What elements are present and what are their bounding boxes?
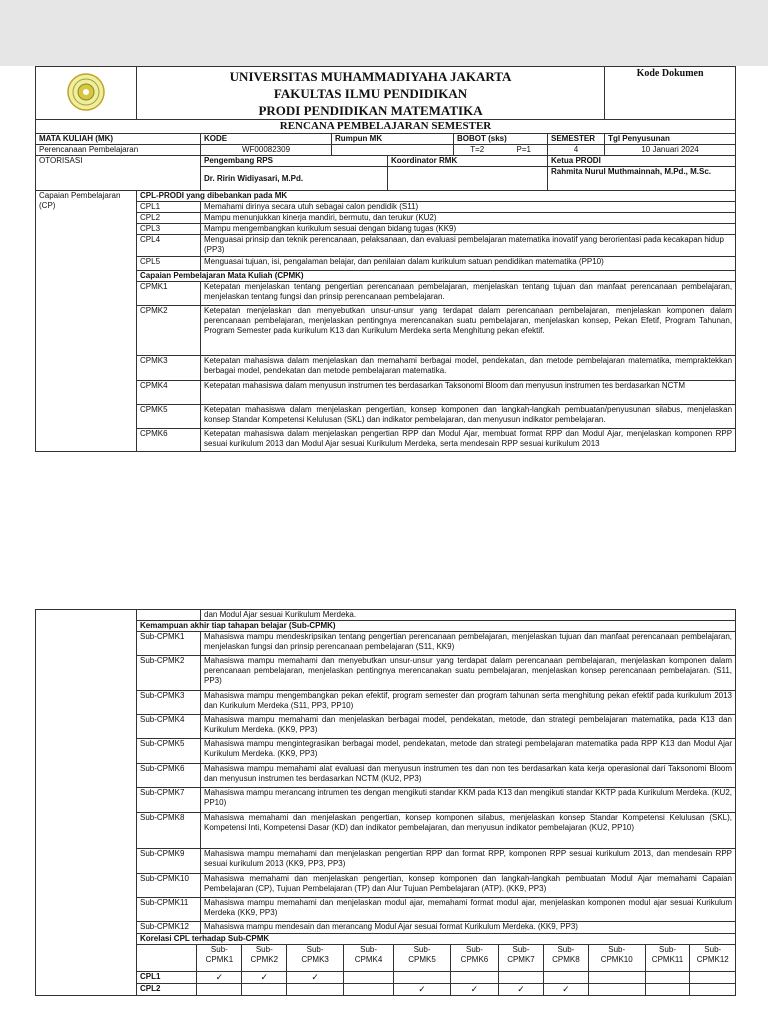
cp-label: Capaian Pembelajaran (CP) (36, 191, 137, 452)
matrix-cell (645, 983, 690, 995)
head-label: Ketua PRODI (548, 156, 736, 167)
coordinator-label: Koordinator RMK (388, 156, 548, 167)
matrix-cell (645, 971, 690, 983)
mk-label: MATA KULIAH (MK) (36, 134, 201, 145)
matrix-col-header (499, 945, 544, 971)
rumpun-label: Rumpun MK (332, 134, 454, 145)
cpl-header: CPL-PRODI yang dibebankan pada MK (137, 191, 736, 202)
sub-cpmk-text: Mahasiswa mampu memahami dan menjelaskan pengertian RPP dan format RPP, komponen RPP sesuai kurikulum 2013, dan mendesain RPP sesuai kurikulum 2013 (KK9, PP3, PP3) (201, 849, 736, 874)
matrix-col-header (588, 945, 645, 971)
sub-cpmk-code: Sub-CPMK12 (137, 922, 201, 934)
check-mark: ✓ (450, 983, 498, 995)
matrix-col-prefix: Sub- (608, 945, 626, 954)
matrix-col-label: CPMK1 (205, 955, 234, 964)
matrix-col-header (197, 945, 242, 971)
cpmk-text: Ketepatan menjelaskan dan menyebutkan unsur-unsur yang terdapat dalam perencanaan pembelajaran, menjelaskan komponen dalam perencanaan pembelajaran, menjelaskan pentingnya merencanakan suatu pembelajaran, menjelaskan konsep, Pekan Efetif, Program Tahunan, Program Semester pada kurikulum K13 dan Kurikulum Merdeka serta Menghitung pekan efektif. (201, 306, 736, 356)
program-name: PRODI PENDIDIKAN MATEMATIKA (258, 103, 483, 118)
matrix-col-prefix: Sub- (704, 945, 722, 954)
cpmk-code: CPMK2 (137, 306, 201, 356)
cpl-text: Mampu menunjukkan kinerja mandiri, bermutu, dan terukur (KU2) (201, 213, 736, 224)
matrix-col-label: CPMK7 (507, 955, 535, 964)
faculty-name: FAKULTAS ILMU PENDIDIKAN (273, 86, 468, 101)
matrix-col-header (690, 945, 735, 971)
sub-cpmk-text: Mahasiswa mampu merancang intrumen tes dengan mengikuti standar KKM pada K13 dan mengikuti standar KKTP pada Kurikulum Merdeka. (KU2, PP10) (201, 788, 736, 813)
matrix-col-header (343, 945, 393, 971)
check-mark: ✓ (543, 983, 588, 995)
matrix-cell (499, 971, 544, 983)
course-code: WF00082309 (201, 145, 332, 156)
continuation-text: dan Modul Ajar sesuai Kurikulum Merdeka. (201, 610, 736, 621)
cpmk-header: Capaian Pembelajaran Mata Kuliah (CPMK) (137, 271, 736, 282)
matrix-row-label: CPL2 (137, 983, 197, 995)
sub-cpmk-code: Sub-CPMK10 (137, 874, 201, 898)
matrix-col-header (450, 945, 498, 971)
logo-cell (36, 67, 137, 120)
sub-cpmk-code: Sub-CPMK7 (137, 788, 201, 813)
sub-cpmk-text: Mahasiswa memahami dan menjelaskan pengertian, konsep komponen dan langkah-langkah pembuatan Modul Ajar memahami Capaian Pembelajaran (CP), Tujuan Pembelajaran (TP) dan Alur Tujuan Pembelajaran (ATP). (KK9, PP3) (201, 874, 736, 898)
matrix-col-label: CPMK12 (696, 955, 729, 964)
university-logo (66, 72, 106, 112)
check-mark: ✓ (394, 983, 451, 995)
cpl-code: CPL1 (137, 202, 201, 213)
cpl-text: Memahami dirinya secara utuh sebagai calon pendidik (S11) (201, 202, 736, 213)
kode-label: KODE (201, 134, 332, 145)
cp-label-continued (36, 610, 137, 996)
matrix-col-header (242, 945, 287, 971)
bobot-values (454, 145, 548, 156)
sub-cpmk-header: Kemampuan akhir tiap tahapan belajar (Sub-CPMK) (137, 621, 736, 632)
sub-cpmk-code: Sub-CPMK11 (137, 898, 201, 922)
matrix-col-prefix: Sub- (557, 945, 575, 954)
matrix-col-prefix: Sub- (413, 945, 431, 954)
matrix-cell (690, 983, 735, 995)
cpmk-text: Ketepatan mahasiswa dalam menjelaskan pengertian RPP dan Modul Ajar, membuat format RPP dan Modul Ajar, menjelaskan komponen RPP sesuai kurikulum 2013 dan Modul Ajar sesuai Kurikulum Merdeka, serta mendesain RPP sesuai kurikulum 2013 (201, 429, 736, 452)
matrix-col-label: CPMK3 (301, 955, 329, 964)
sub-cpmk-text: Mahasiswa mampu memahami dan menjelaskan modul ajar, memahami format modul ajar, menjelaskan komponen modul ajar sesuai Kurikulum Merdeka (KK9, PP3) (201, 898, 736, 922)
sub-cpmk-text: Mahasiswa mampu mendeskripsikan tentang pengertian perencanaan pembelajaran, menjelaskan tujuan dan manfaat perencanaan pembelajaran, menjelaskan fungsi dan prinsip perencanaan pembelajaran (S11, KK9) (201, 632, 736, 656)
matrix-cell (394, 971, 451, 983)
course-name: Perencanaan Pembelajaran (36, 145, 201, 156)
coordinator-name (388, 167, 548, 191)
matrix-col-label: CPMK2 (250, 955, 279, 964)
matrix-cell (450, 971, 498, 983)
check-mark: ✓ (242, 971, 287, 983)
cpl-code: CPL3 (137, 224, 201, 235)
matrix-corner (137, 945, 197, 971)
sub-cpmk-code: Sub-CPMK1 (137, 632, 201, 656)
sub-cpmk-code: Sub-CPMK3 (137, 691, 201, 715)
korelasi-matrix (137, 945, 735, 995)
semester-value: 4 (548, 145, 605, 156)
cpmk-text: Ketepatan mahasiswa dalam menyusun instrumen tes berdasarkan Taksonomi Bloom dan menyusun instrumen tes berdasarkan NCTM (201, 381, 736, 405)
cpl-code: CPL2 (137, 213, 201, 224)
matrix-col-prefix: Sub- (360, 945, 378, 954)
matrix-col-header (394, 945, 451, 971)
cpl-text: Menguasai tujuan, isi, pengalaman belajar, dan penilaian dalam kurikulum satuan pendidikan matematika (PP10) (201, 257, 736, 271)
sub-cpmk-code: Sub-CPMK8 (137, 813, 201, 849)
korelasi-header: Korelasi CPL terhadap Sub-CPMK (137, 934, 736, 945)
matrix-cell (588, 971, 645, 983)
matrix-col-header (287, 945, 344, 971)
sub-cpmk-code: Sub-CPMK4 (137, 715, 201, 739)
matrix-col-prefix: Sub- (466, 945, 483, 954)
bobot-t: T=2 (470, 145, 485, 154)
sub-cpmk-code: Sub-CPMK6 (137, 764, 201, 788)
rps-table-page1 (35, 66, 736, 452)
check-mark: ✓ (287, 971, 344, 983)
matrix-col-prefix: Sub- (255, 945, 273, 954)
matrix-cell (343, 971, 393, 983)
bobot-label: BOBOT (sks) (454, 134, 548, 145)
sub-cpmk-text: Mahasiswa mampu mengintegrasikan berbagai model, pendekatan, metode dan strategi pembelajaran matematika pada RPP K13 dan Modul Ajar Kurikulum Merdeka. (KK9, PP3) (201, 739, 736, 764)
cpmk-code: CPMK4 (137, 381, 201, 405)
check-mark: ✓ (499, 983, 544, 995)
sub-cpmk-text: Mahasiswa mampu mengembangkan pekan efektif, program semester dan program tahunan serta menghitung pekan efektif pada kurikulum 2013 dan Kurikulum Merdeka (S11, PP3, PP10) (201, 691, 736, 715)
matrix-cell (543, 971, 588, 983)
university-name: UNIVERSITAS MUHAMMADIYAHA JAKARTA (229, 69, 512, 84)
matrix-col-label: CPMK6 (460, 955, 489, 964)
matrix-col-header (645, 945, 690, 971)
matrix-row-label: CPL1 (137, 971, 197, 983)
cpl-text: Mampu mengembangkan kurikulum sesuai dengan bidang tugas (KK9) (201, 224, 736, 235)
doc-code-label: Kode Dokumen (605, 67, 736, 120)
matrix-col-prefix: Sub- (512, 945, 530, 954)
matrix-col-label: CPMK10 (600, 955, 633, 964)
semester-label: SEMESTER (548, 134, 605, 145)
matrix-col-label: CPMK11 (651, 955, 684, 964)
cpl-text: Menguasai prinsip dan teknik perencanaan, pelaksanaan, dan evaluasi pembelajaran matematika inovatif yang berorientasi pada kecakapan hidup (PP3) (201, 235, 736, 257)
cpmk-code: CPMK3 (137, 356, 201, 381)
sub-cpmk-code: Sub-CPMK5 (137, 739, 201, 764)
cpmk-text: Ketepatan mahasiswa dalam menjelaskan dan memahami berbagai model, pendekatan, dan metode pembelajaran matematika, mempraktekkan berbagai model, pendekatan dan metode pembelajaran matematika. (201, 356, 736, 381)
head-name: Rahmita Nurul Muthmainnah, M.Pd., M.Sc. (548, 167, 736, 191)
cpl-code: CPL4 (137, 235, 201, 257)
sub-cpmk-code: Sub-CPMK9 (137, 849, 201, 874)
korelasi-matrix-cell (137, 945, 736, 996)
cpmk-code: CPMK6 (137, 429, 201, 452)
matrix-cell (690, 971, 735, 983)
rps-title: RENCANA PEMBELAJARAN SEMESTER (36, 120, 736, 134)
cpmk-code: CPMK1 (137, 282, 201, 306)
page-gap (0, 476, 768, 608)
matrix-cell (197, 983, 242, 995)
matrix-col-prefix: Sub- (210, 945, 228, 954)
developer-name: Dr. Ririn Widiyasari, M.Pd. (201, 167, 388, 191)
continuation-code (137, 610, 201, 621)
check-mark: ✓ (197, 971, 242, 983)
sub-cpmk-text: Mahasiswa mampu memahami alat evaluasi dan menyusun instrumen tes dan non tes berdasarkan kata kerja operasional dari Taksonomi Bloom dan menyusun instrumen tes berdasarkan NCTM (KU2, PP3) (201, 764, 736, 788)
cpmk-text: Ketepatan mahasiswa dalam menjelaskan pengertian, konsep komponen dan langkah-langkah pembuatan/penyusunan silabus, menjelaskan konsep Standar Kompetensi Kelulusan (SKL) dan indikator pembelajaran, dan menyusun indikator pembelajaran. (201, 405, 736, 429)
sub-cpmk-text: Mahasiswa mampu memahami dan menjelaskan berbagai model, pendekatan, metode, dan strategi pembelajaran matematika, pada K13 dan Kurikulum Merdeka. (KK9, PP3) (201, 715, 736, 739)
cpmk-text: Ketepatan menjelaskan tentang pengertian perencanaan pembelajaran, menjelaskan tentang tujuan dan manfaat perencanaan pembelajaran, menjelaskan tentang fungsi dan prinsip perencanaan pembelajaran. (201, 282, 736, 306)
matrix-col-header (543, 945, 588, 971)
cpmk-code: CPMK5 (137, 405, 201, 429)
cpl-code: CPL5 (137, 257, 201, 271)
matrix-cell (343, 983, 393, 995)
otorisasi-label: OTORISASI (36, 156, 201, 191)
rumpun-value (332, 145, 454, 156)
matrix-col-prefix: Sub- (659, 945, 676, 954)
matrix-cell (242, 983, 287, 995)
developer-label: Pengembang RPS (201, 156, 388, 167)
header-titles (137, 67, 605, 120)
sub-cpmk-text: Mahasiswa mampu mendesain dan merancang Modul Ajar sesuai format Kurikulum Merdeka. (KK9, PP3) (201, 922, 736, 934)
matrix-col-label: CPMK8 (552, 955, 580, 964)
matrix-col-label: CPMK4 (354, 955, 383, 964)
matrix-col-prefix: Sub- (306, 945, 324, 954)
sub-cpmk-text: Mahasiswa mampu memahami dan menyebutkan unsur-unsur yang terdapat dalam perencanaan pembelajaran, menjelaskan komponen dalam perencanaan pembelajaran, menjelaskan pentingnya merencanakan suatu pembelajaran, menjelaskan konsep perencanaan pembelajaran. (S11, PP3) (201, 656, 736, 691)
date-value: 10 Januari 2024 (605, 145, 736, 156)
sub-cpmk-code: Sub-CPMK2 (137, 656, 201, 691)
matrix-cell (287, 983, 344, 995)
rps-table-page2 (35, 609, 736, 996)
page-gutter-top (0, 0, 768, 66)
matrix-col-label: CPMK5 (408, 955, 436, 964)
tgl-label: Tgl Penyusunan (605, 134, 736, 145)
matrix-cell (588, 983, 645, 995)
bobot-p: P=1 (516, 145, 531, 154)
sub-cpmk-text: Mahasiswa memahami dan menjelaskan pengertian, konsep komponen silabus, menjelaskan konsep Standar Kompetensi Kelulusan (SKL), Kompetensi Inti, Kompetensi Dasar (KD) dan indikator pembelajaran, dan menyusun indikator pembelajaran (KU2, PP10) (201, 813, 736, 849)
